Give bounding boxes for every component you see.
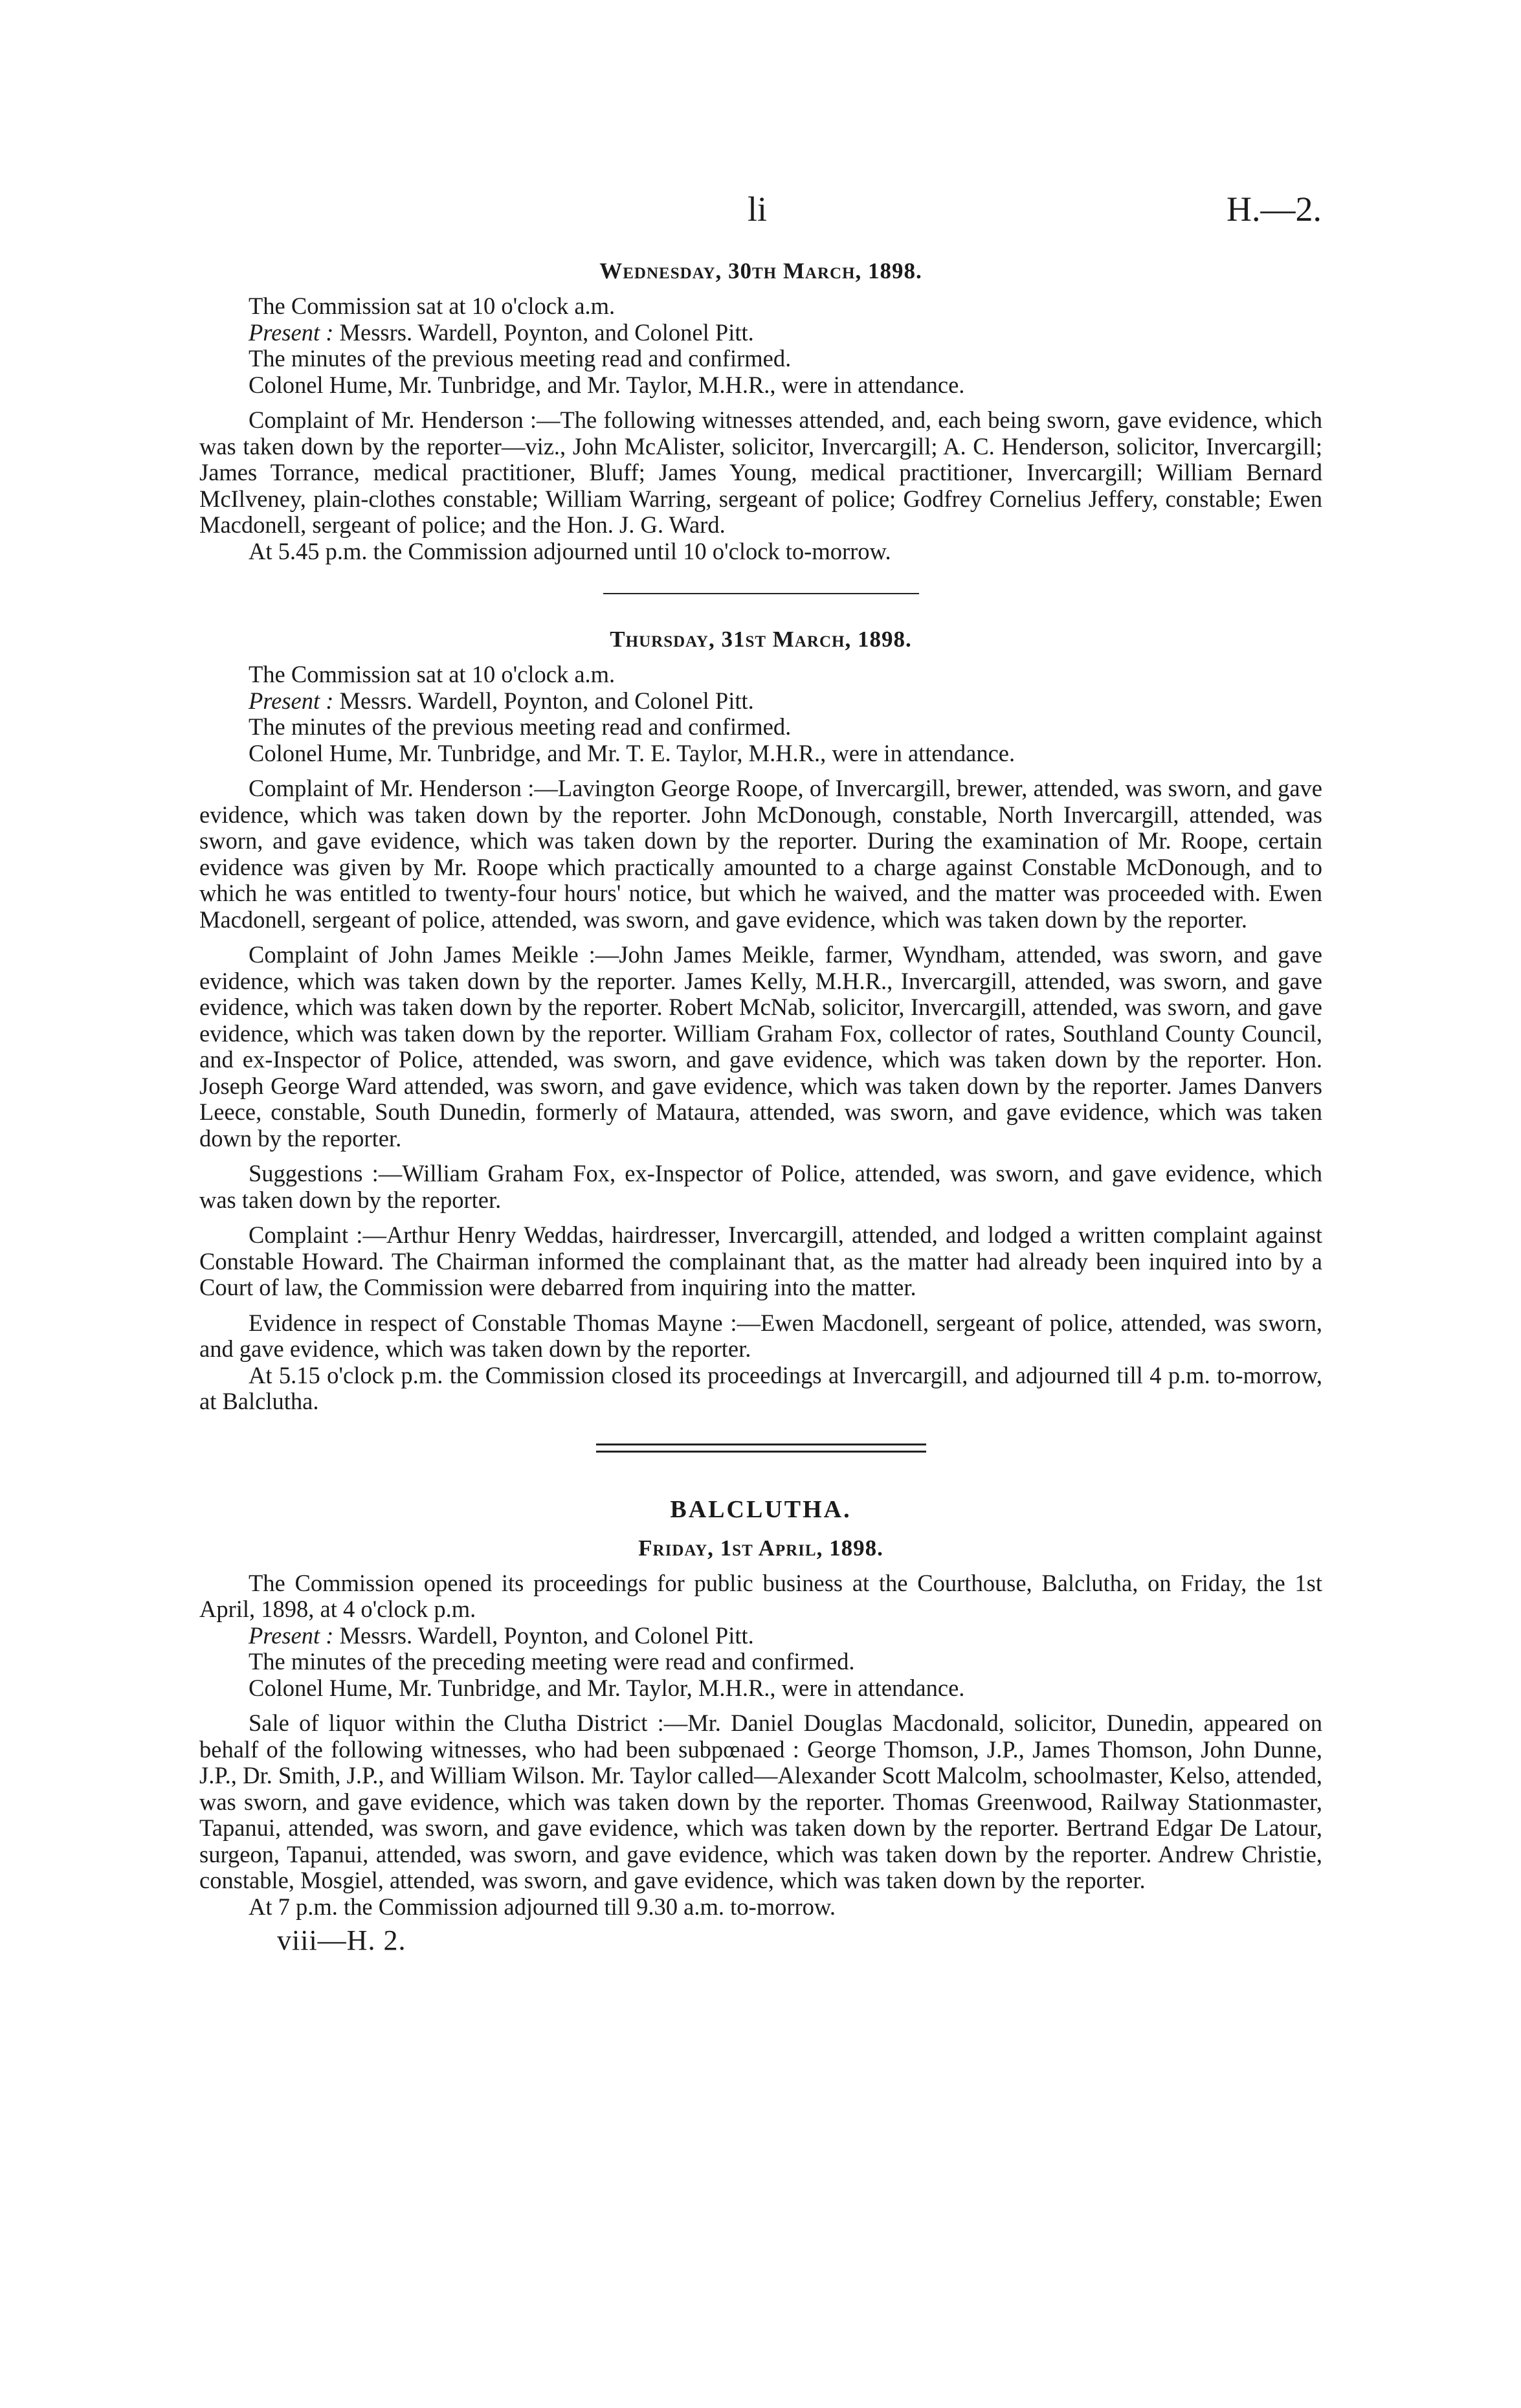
paragraph: Suggestions :—William Graham Fox, ex-Inspector of Police, attended, was sworn, and gave evidence, which was taken down by the reporter. <box>199 1160 1322 1213</box>
attendance-line: Colonel Hume, Mr. Tunbridge, and Mr. Taylor, M.H.R., were in attendance. <box>249 371 965 398</box>
section-thursday <box>199 624 1322 1415</box>
date-heading: Friday, 1st April, 1898. <box>638 1535 883 1561</box>
paragraph: Complaint of Mr. Henderson :—The following witnesses attended, and, each being sworn, gave evidence, which was taken down by the reporter—viz., John McAlister, solicitor, Invercargill; A. C. Henderson, solicitor, Invercargill; James Torrance, medical practitioner, Bluff; James Young, medical practitioner, Invercargill; William Bernard McIlveney, plain-clothes constable; William Warring, sergeant of police; Godfrey Cornelius Jeffery, constable; Ewen Macdonell, sergeant of police; and the Hon. J. G. Ward. <box>199 407 1322 538</box>
paragraph: Complaint of John James Meikle :—John James Meikle, farmer, Wyndham, attended, was sworn, and gave evidence, which was taken down by the reporter. James Kelly, M.H.R., Invercargill, attended, was sworn, and gave evidence, which was taken down by the reporter. Robert McNab, solicitor, Invercargill, attended, was sworn, and gave evidence, which was taken down by the reporter. William Graham Fox, collector of rates, Southland County Council, and ex-Inspector of Police, attended, was sworn, and gave evidence, which was taken down by the reporter. Hon. Joseph George Ward attended, was sworn, and gave evidence, which was taken down by the reporter. James Danvers Leece, constable, South Dunedin, formerly of Mataura, attended, was sworn, and gave evidence, which was taken down by the reporter. <box>199 941 1322 1152</box>
section-wednesday <box>199 256 1322 564</box>
minutes-line: The minutes of the previous meeting read and confirmed. <box>249 345 792 372</box>
opening-paragraph: The Commission opened its proceedings for public business at the Courthouse, Balclutha, on Friday, the 1st April, 1898, at 4 o'clock p.m. <box>199 1569 1322 1622</box>
present-line: Present : Messrs. Wardell, Poynton, and Colonel Pitt. <box>249 687 754 714</box>
date-heading: Wednesday, 30th March, 1898. <box>599 258 922 284</box>
present-label: Present : <box>249 1622 334 1649</box>
section-balclutha <box>199 1494 1322 1921</box>
double-divider <box>596 1444 926 1453</box>
attendance-line: Colonel Hume, Mr. Tunbridge, and Mr. T. E. Taylor, M.H.R., were in attendance. <box>249 739 1016 766</box>
present-label: Present : <box>249 318 334 346</box>
section-divider <box>603 593 919 594</box>
signature-mark: viii—H. 2. <box>277 1924 406 1956</box>
adjournment-paragraph: At 5.45 p.m. the Commission adjourned until 10 o'clock to-morrow. <box>249 537 891 564</box>
page-header <box>0 189 1521 241</box>
minutes-line: The minutes of the preceding meeting were read and confirmed. <box>249 1648 855 1675</box>
adjournment-paragraph: At 5.15 o'clock p.m. the Commission closed its proceedings at Invercargill, and adjourned till 4 p.m. to-morrow, at Balclutha. <box>199 1361 1322 1414</box>
place-heading: BALCLUTHA. <box>670 1495 852 1523</box>
present-label: Present : <box>249 687 334 714</box>
present-line: Present : Messrs. Wardell, Poynton, and Colonel Pitt. <box>249 318 754 346</box>
document-code: H.—2. <box>1227 190 1322 229</box>
paragraph: Complaint of Mr. Henderson :—Lavington George Roope, of Invercargill, brewer, attended, was sworn, and gave evidence, which was taken down by the reporter. John McDonough, constable, North Invercargill, attended, was sworn, and gave evidence, which was taken down by the reporter. During the examination of Mr. Roope, certain evidence was given by Mr. Roope which practically amounted to a charge against Constable McDonough, and to which he was entitled to twenty-four hours' notice, but which he waived, and the matter was proceeded with. Ewen Macdonell, sergeant of police, attended, was sworn, and gave evidence, which was taken down by the reporter. <box>199 775 1322 933</box>
paragraph: Sale of liquor within the Clutha District :—Mr. Daniel Douglas Macdonald, solicitor, Dunedin, appeared on behalf of the following witnesses, who had been subpœnaed : George Thomson, J.P., James Thomson, John Dunne, J.P., Dr. Smith, J.P., and William Wilson. Mr. Taylor called—Alexander Scott Malcolm, schoolmaster, Kelso, attended, was sworn, and gave evidence, which was taken down by the reporter. Thomas Greenwood, Railway Stationmaster, Tapanui, attended, was sworn, and gave evidence, which was taken down by the reporter. Bertrand Edgar De Latour, surgeon, Tapanui, attended, was sworn, and gave evidence, which was taken down by the reporter. Andrew Christie, constable, Mosgiel, attended, was sworn, and gave evidence, which was taken down by the reporter. <box>199 1710 1322 1893</box>
sitting-line: The Commission sat at 10 o'clock a.m. <box>249 661 616 687</box>
adjournment-paragraph: At 7 p.m. the Commission adjourned till 9.30 a.m. to-morrow. <box>249 1893 836 1920</box>
date-heading: Thursday, 31st March, 1898. <box>610 627 912 652</box>
page-number: li <box>748 190 768 229</box>
attendance-line: Colonel Hume, Mr. Tunbridge, and Mr. Taylor, M.H.R., were in attendance. <box>249 1674 965 1701</box>
page-content <box>199 256 1322 1957</box>
paragraph: Complaint :—Arthur Henry Weddas, hairdresser, Invercargill, attended, and lodged a written complaint against Constable Howard. The Chairman informed the complainant that, as the matter had already been inquired into by a Court of law, the Commission were debarred from inquiring into the matter. <box>199 1221 1322 1300</box>
minutes-line: The minutes of the previous meeting read and confirmed. <box>249 713 792 740</box>
present-line: Present : Messrs. Wardell, Poynton, and Colonel Pitt. <box>249 1622 754 1649</box>
paragraph: Evidence in respect of Constable Thomas Mayne :—Ewen Macdonell, sergeant of police, attended, was sworn, and gave evidence, which was taken down by the reporter. <box>199 1309 1322 1362</box>
sitting-line: The Commission sat at 10 o'clock a.m. <box>249 293 616 319</box>
